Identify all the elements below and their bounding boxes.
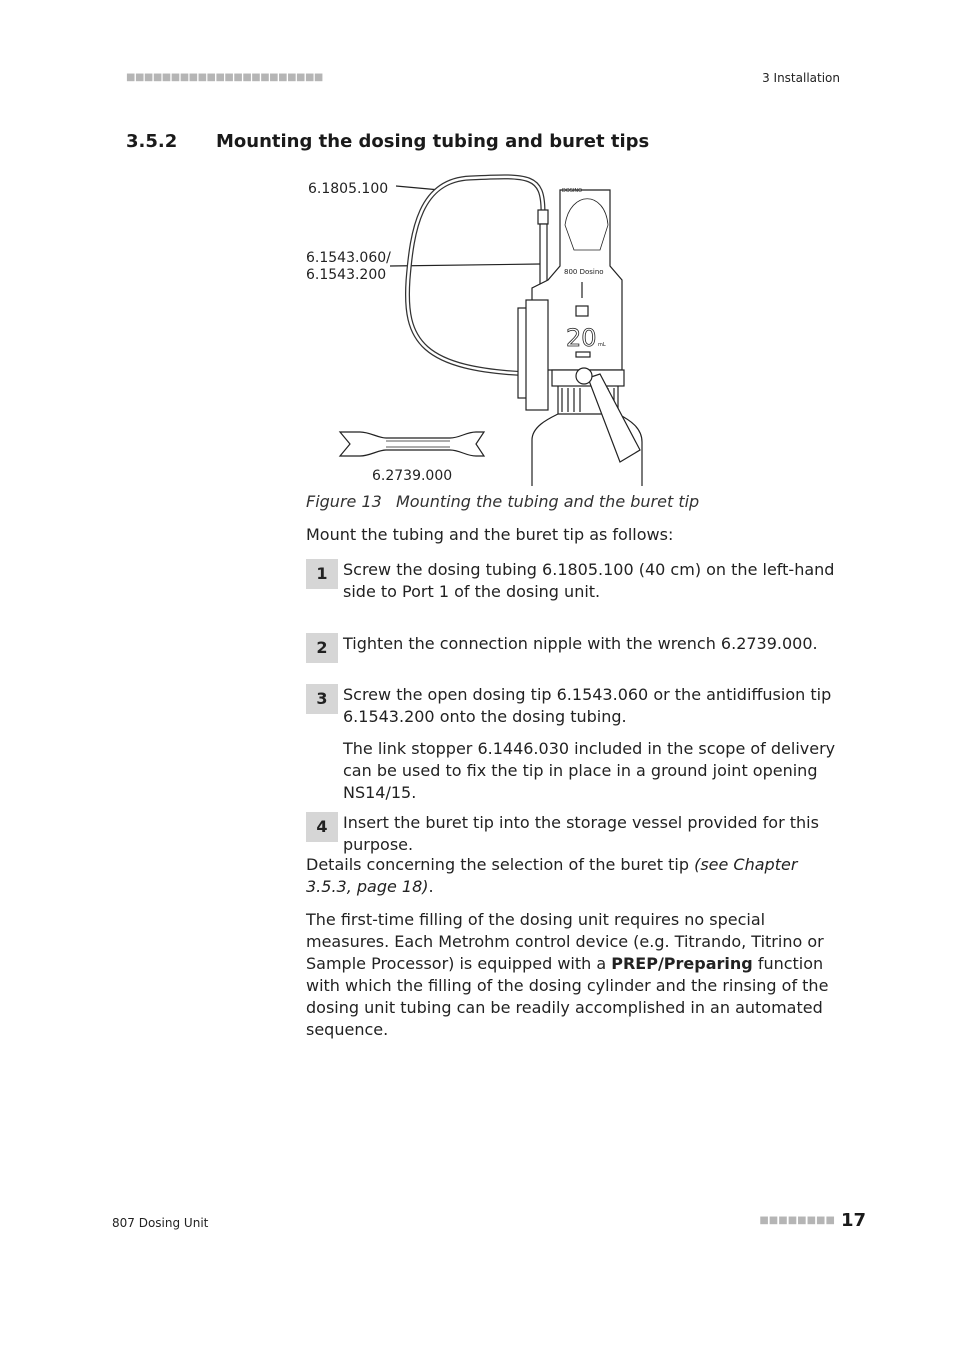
details-text: Details concerning the selection of the buret tip	[306, 855, 695, 874]
prep-function-name: PREP/Preparing	[611, 954, 753, 973]
chapter-reference[interactable]: (see Chapter 3.5.3, page 18)	[306, 855, 798, 896]
label-tip-2: 6.1543.200	[306, 267, 387, 283]
label-wrench: 6.2739.000	[372, 468, 453, 484]
filling-text-start: The first-time filling of the dosing unit requires no special measures. Each Metrohm control device (e.g. Titrando, Titrino or Sample Processor) is equipped with a	[306, 910, 824, 973]
step-number: 3	[306, 684, 338, 714]
step-number: 4	[306, 812, 338, 842]
footer-product: 807 Dosing Unit	[112, 1216, 209, 1230]
caption-label: Figure 13	[306, 492, 382, 511]
footer-decoration: ■■■■■■■■	[759, 1215, 835, 1226]
caption-text: Mounting the tubing and the buret tip	[396, 492, 700, 511]
dosing-unit-drawing	[300, 170, 660, 490]
header-decoration: ■■■■■■■■■■■■■■■■■■■■■■	[126, 72, 323, 83]
intro-paragraph: Mount the tubing and the buret tip as follows:	[306, 525, 674, 544]
details-end: .	[428, 877, 434, 896]
leader-line-tubing	[396, 186, 440, 190]
filling-text-end: function with which the filling of the dosing cylinder and the rinsing of the dosing unit tubing can be readily accomplished in an automated sequence.	[306, 954, 829, 1039]
step-item	[306, 684, 846, 814]
step-item	[306, 559, 846, 613]
figure-caption	[306, 492, 699, 511]
leader-line-tip	[390, 264, 540, 266]
step-note: The link stopper 6.1446.030 included in the scope of delivery can be used to fix the tip in place in a ground joint opening NS14/15.	[343, 739, 836, 802]
step-number: 1	[306, 559, 338, 589]
figure-illustration	[300, 170, 660, 490]
dispensing-tube	[588, 374, 640, 462]
page-number: 17	[840, 1210, 866, 1231]
device-unit: mL	[598, 342, 606, 348]
step-number: 2	[306, 633, 338, 663]
tube-knob	[576, 368, 592, 384]
device-brand: 800 Dosino	[564, 268, 604, 276]
label-tubing: 6.1805.100	[308, 181, 389, 197]
step-text: Screw the open dosing tip 6.1543.060 or the antidiffusion tip 6.1543.200 onto the dosing tubing.	[343, 685, 832, 726]
section-heading	[126, 131, 649, 152]
step-text: Insert the buret tip into the storage vessel provided for this purpose.	[343, 813, 819, 854]
device-volume: 20	[566, 324, 597, 352]
step-text: Screw the dosing tubing 6.1805.100 (40 cm) on the left-hand side to Port 1 of the dosing unit.	[343, 560, 835, 601]
section-title: Mounting the dosing tubing and buret tips	[216, 131, 650, 152]
filling-paragraph	[306, 909, 836, 1041]
wrench-shape	[340, 432, 484, 456]
step-text: Tighten the connection nipple with the wrench 6.2739.000.	[343, 634, 818, 653]
step-item	[306, 633, 846, 665]
details-paragraph	[306, 854, 836, 898]
label-tip-1: 6.1543.060/	[306, 250, 391, 266]
header-chapter: 3 Installation	[762, 71, 840, 85]
footer-page	[759, 1210, 866, 1231]
connector-nipple	[538, 210, 548, 224]
holder-bracket	[526, 300, 548, 410]
section-number: 3.5.2	[126, 131, 178, 152]
svg-text:DOSINO: DOSINO	[562, 188, 583, 194]
